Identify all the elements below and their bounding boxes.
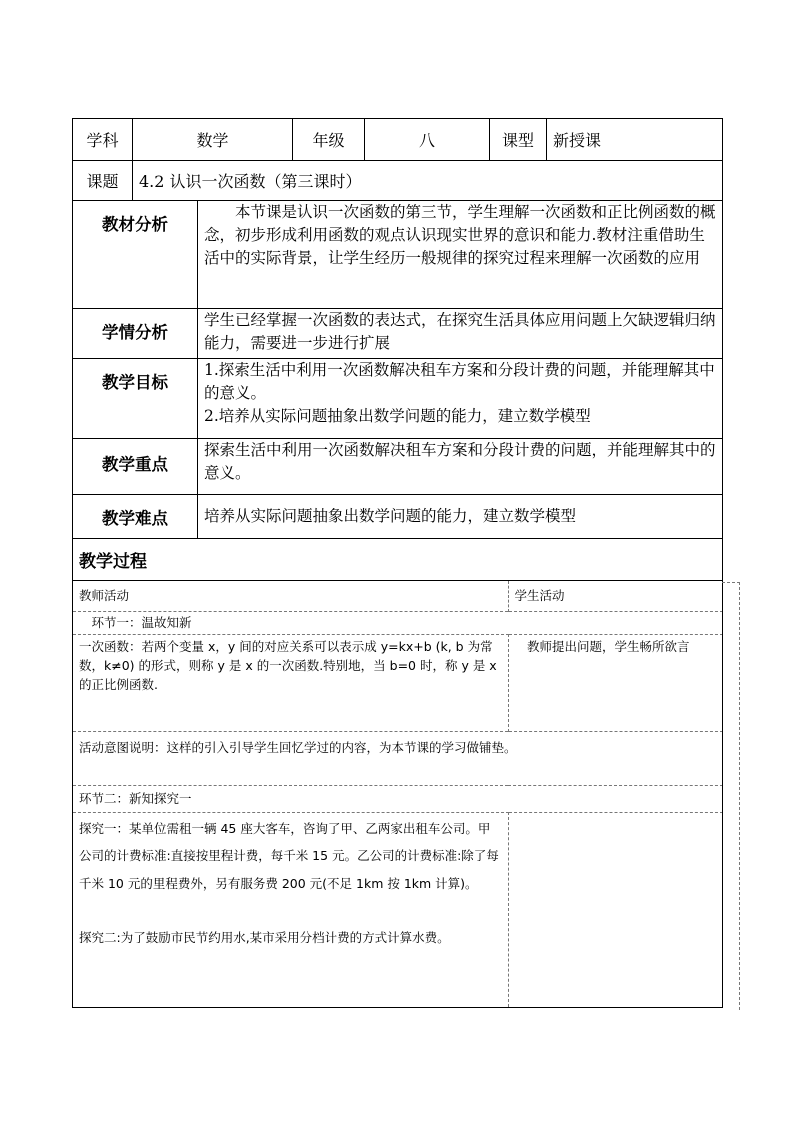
process-title: 教学过程 (73, 539, 723, 581)
explore-student-cell (508, 812, 723, 1007)
key-points-row (73, 439, 723, 495)
key-points-text: 探索生活中利用一次函数解决租车方案和分段计费的问题，并能理解其中的意义。 (198, 439, 723, 495)
teaching-goals-text (198, 359, 723, 439)
review-text: 一次函数：若两个变量 x，y 间的对应关系可以表示成 y=kx+b (k, b 为常数，k≠0) 的形式，则称 y 是 x 的一次函数.特别地，当 b=0 时，称 y 是 x 的正比例函数. (73, 634, 508, 731)
student-analysis-row (73, 309, 723, 359)
key-points-label: 教学重点 (73, 439, 198, 495)
difficulties-row (73, 495, 723, 539)
review-row (73, 634, 723, 731)
topic-label: 课题 (73, 161, 133, 201)
teaching-goal-2: 2.培养从实际问题抽象出数学问题的能力，建立数学模型 (204, 407, 591, 425)
subject-value: 数学 (133, 119, 293, 161)
step1-row (73, 611, 723, 634)
process-col-header-row (73, 581, 723, 611)
explore-row (73, 812, 723, 1007)
step2-row (73, 785, 723, 812)
process-table (73, 581, 723, 1007)
explore2-text: 探究二:为了鼓励市民节约用水,某市采用分档计费的方式计算水费。 (79, 930, 450, 945)
explore-content (73, 812, 508, 1007)
textbook-analysis-row (73, 201, 723, 309)
lesson-plan-table (72, 118, 723, 1008)
explore1-text: 探究一：某单位需租一辆 45 座大客车，咨询了甲、乙两家出租车公司。甲公司的计费标准:直接按里程计费，每千米 15 元。乙公司的计费标准:除了每千米 10 元的里程费外，另有服务费 200 元(不足 1km 按 1km 计算)。 (79, 820, 499, 891)
teacher-activity-header: 教师活动 (73, 581, 508, 611)
step1-title: 环节一：温故知新 (73, 611, 723, 634)
teaching-goals-row (73, 359, 723, 439)
step2-title: 环节二：新知探究一 (73, 785, 723, 812)
intent-row (73, 731, 723, 785)
difficulties-text: 培养从实际问题抽象出数学问题的能力，建立数学模型 (198, 495, 723, 539)
difficulties-label: 教学难点 (73, 495, 198, 539)
process-content-row (73, 581, 723, 1008)
grade-label: 年级 (293, 119, 365, 161)
topic-value: 4.2 认识一次函数（第三课时） (133, 161, 723, 201)
subject-label: 学科 (73, 119, 133, 161)
dashed-border-right (739, 582, 740, 1010)
type-value: 新授课 (547, 119, 723, 161)
topic-row (73, 161, 723, 201)
process-header-row (73, 539, 723, 581)
intent-text: 活动意图说明：这样的引入引导学生回忆学过的内容，为本节课的学习做铺垫。 (73, 731, 723, 785)
type-label: 课型 (490, 119, 547, 161)
student-response: 教师提出问题，学生畅所欲言 (508, 634, 723, 731)
textbook-analysis-text: 本节课是认识一次函数的第三节，学生理解一次函数和正比例函数的概念，初步形成利用函数的观点认识现实世界的意识和能力.教材注重借助生活中的实际背景，让学生经历一般规律的探究过程来理解一次函数的应用 (198, 201, 723, 309)
textbook-analysis-label: 教材分析 (73, 201, 198, 309)
teaching-goal-1: 1.探索生活中利用一次函数解决租车方案和分段计费的问题，并能理解其中的意义。 (204, 361, 715, 402)
student-analysis-text: 学生已经掌握一次函数的表达式，在探究生活具体应用问题上欠缺逻辑归纳能力，需要进一步进行扩展 (198, 309, 723, 359)
student-activity-header: 学生活动 (514, 588, 565, 604)
student-analysis-label: 学情分析 (73, 309, 198, 359)
dashed-border-top-extension (722, 582, 740, 583)
header-row (73, 119, 723, 161)
teaching-goals-label: 教学目标 (73, 359, 198, 439)
grade-value: 八 (365, 119, 490, 161)
process-content (73, 581, 723, 1008)
